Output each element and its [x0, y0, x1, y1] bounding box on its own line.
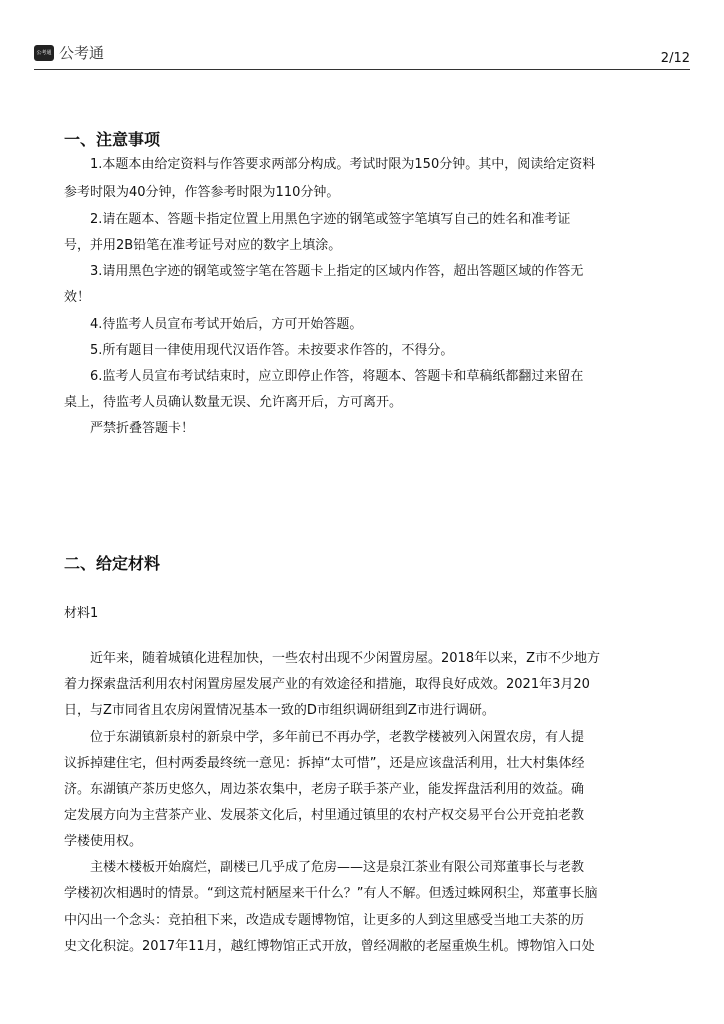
material-line: 济。东湖镇产茶历史悠久，周边茶农集中，老房子联手茶产业，能发挥盘活利用的效益。确	[64, 782, 585, 797]
material-line: 学楼使用权。	[64, 834, 143, 849]
notice-line: 1.本题本由给定资料与作答要求两部分构成。考试时限为150分钟。其中，阅读给定资料	[90, 157, 596, 172]
material-line: 位于东湖镇新泉村的新泉中学，多年前已不再办学，老教学楼被列入闲置农房，有人提	[90, 730, 585, 745]
logo-badge-icon: 公考通	[34, 45, 54, 61]
material-line: 议拆掉建住宅，但村两委最终统一意见：拆掉“太可惜”，还是应该盘活利用，壮大村集体经	[64, 756, 585, 771]
notice-line: 参考时限为40分钟，作答参考时限为110分钟。	[64, 185, 340, 200]
notice-line: 4.待监考人员宣布考试开始后，方可开始答题。	[90, 317, 363, 332]
material-line: 着力探索盘活利用农村闲置房屋发展产业的有效途径和措施，取得良好成效。2021年3月20	[64, 677, 590, 692]
brand-logo	[34, 43, 104, 63]
material-line: 学楼初次相遇时的情景。“到这荒村陋屋来干什么？”有人不解。但透过蛛网积尘，郑董事长脑	[64, 886, 598, 901]
material-line: 史文化积淀。2017年11月，越红博物馆正式开放，曾经凋敝的老屋重焕生机。博物馆入口处	[64, 939, 595, 954]
section-title-materials: 二、给定材料	[64, 554, 161, 573]
material-line: 定发展方向为主营茶产业、发展茶文化后，村里通过镇里的农村产权交易平台公开竞拍老教	[64, 808, 585, 823]
notice-line: 桌上，待监考人员确认数量无误、允许离开后，方可离开。	[64, 395, 403, 410]
page-header	[34, 43, 690, 69]
notice-line: 5.所有题目一律使用现代汉语作答。未按要求作答的，不得分。	[90, 343, 454, 358]
notice-line: 3.请用黑色字迹的钢笔或签字笔在答题卡上指定的区域内作答，超出答题区域的作答无	[90, 264, 584, 279]
page-number: 2/12	[660, 51, 690, 66]
notice-line: 号，并用2B铅笔在准考证号对应的数字上填涂。	[64, 238, 342, 253]
notice-line: 2.请在题本、答题卡指定位置上用黑色字迹的钢笔或签字笔填写自己的姓名和准考证	[90, 212, 571, 227]
material-line: 中闪出一个念头：竞拍租下来，改造成专题博物馆，让更多的人到这里感受当地工夫茶的历	[64, 913, 585, 928]
notice-line: 效！	[64, 290, 91, 305]
material-line: 近年来，随着城镇化进程加快，一些农村出现不少闲置房屋。2018年以来，Z市不少地方	[90, 651, 600, 666]
material-line: 日，与Z市同省且农房闲置情况基本一致的D市组织调研组到Z市进行调研。	[64, 703, 495, 718]
header-divider	[34, 69, 690, 70]
notice-line: 严禁折叠答题卡！	[90, 421, 195, 436]
material-label: 材料1	[64, 606, 99, 621]
material-line: 主楼木楼板开始腐烂，副楼已几乎成了危房——这是泉江茶业有限公司郑董事长与老教	[90, 860, 585, 875]
notice-line: 6.监考人员宣布考试结束时，应立即停止作答，将题本、答题卡和草稿纸都翻过来留在	[90, 369, 584, 384]
section-title-notice: 一、注意事项	[64, 130, 161, 149]
brand-name: 公考通	[59, 44, 105, 62]
